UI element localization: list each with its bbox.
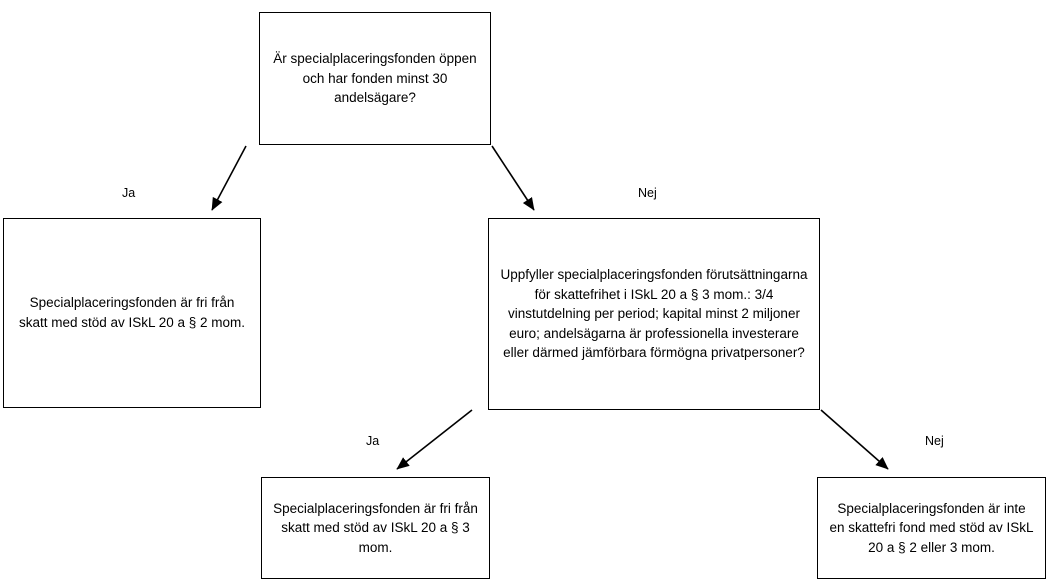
node-conditions-para3-text: Uppfyller specialplaceringsfonden förutsättningarna för skattefrihet i ISkL 20 a § 3 mom.: 3/4 vinstutdelning per period; kapital minst 2 miljoner euro; andelsägarna är professionella investerare eller därmed jämförbara förmögna privatpersoner? [500,267,808,361]
connector-root-to-free2 [212,146,246,210]
edge-label-nej-root: Nej [638,186,657,200]
edge-label-nej-cond2: Nej [925,434,944,448]
node-root-question [259,12,491,145]
connector-root-to-cond2 [492,146,534,210]
node-tax-free-para3-text: Specialplaceringsfonden är fri från skatt med stöd av ISkL 20 a § 3 mom. [273,500,478,555]
edge-label-ja-cond2: Ja [366,434,380,448]
node-tax-free-para2-text: Specialplaceringsfonden är fri från skatt med stöd av ISkL 20 a § 2 mom. [18,295,246,330]
node-root-text: Är specialplaceringsfonden öppen och har fonden minst 30 andelsägare? [273,51,477,106]
node-not-tax-free [817,477,1046,579]
connector-cond2-to-free3 [397,410,472,469]
node-conditions-para3 [488,218,820,410]
edge-label-ja-root: Ja [122,186,136,200]
node-tax-free-para2 [3,218,261,408]
connector-cond2-to-notfree [821,410,888,469]
node-not-tax-free-text: Specialplaceringsfonden är inte en skattefri fond med stöd av ISkL 20 a § 2 eller 3 mom. [829,500,1034,555]
node-tax-free-para3 [261,477,490,579]
